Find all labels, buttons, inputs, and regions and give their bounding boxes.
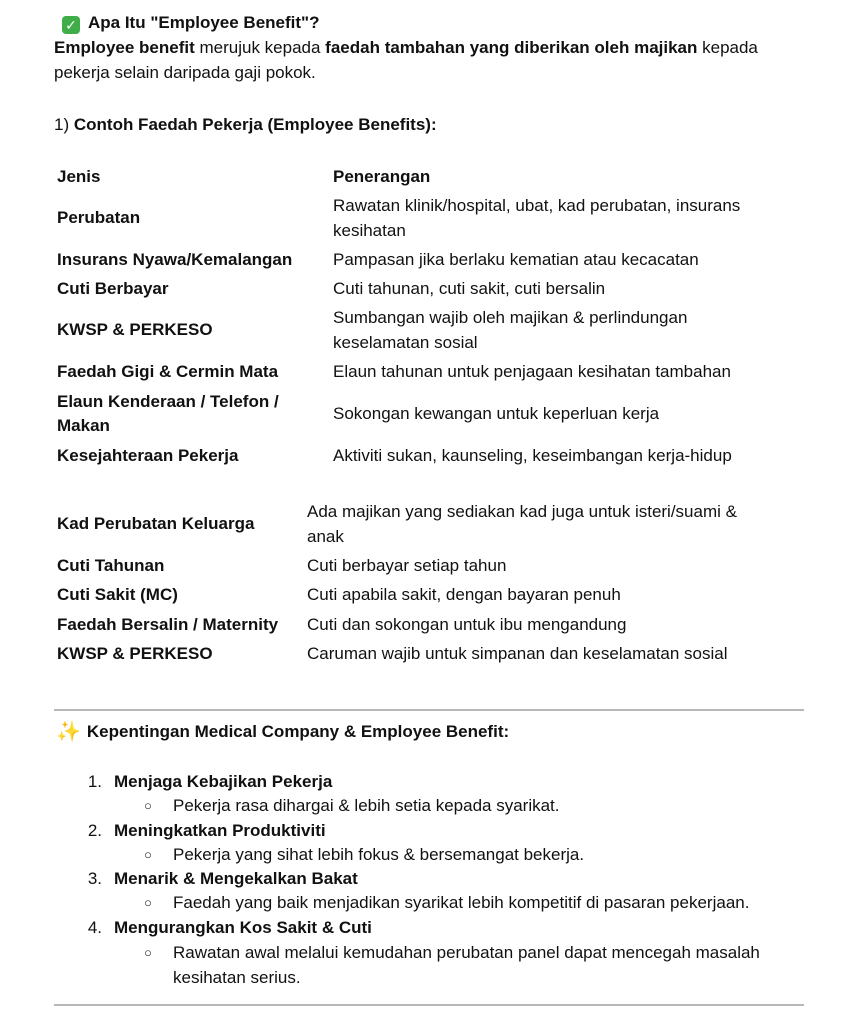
intro-term: Employee benefit xyxy=(54,38,195,57)
list-item-detail: Rawatan awal melalui kemudahan perubatan panel dapat mencegah masalah xyxy=(173,943,760,962)
row-desc: Sokongan kewangan untuk keperluan kerja xyxy=(333,404,660,423)
row-type: Perubatan xyxy=(57,208,141,227)
row-desc: Rawatan klinik/hospital, ubat, kad perubatan, insurans xyxy=(333,196,741,215)
row-desc: Caruman wajib untuk simpanan dan keselamatan sosial xyxy=(307,644,728,663)
hollow-circle-bullet-icon: ○ xyxy=(144,895,152,910)
section2-heading xyxy=(56,720,509,744)
row-desc: Cuti apabila sakit, dengan bayaran penuh xyxy=(307,585,621,604)
row-desc: Aktiviti sukan, kaunseling, keseimbangan kerja-hidup xyxy=(333,446,732,465)
row-type-cont: Makan xyxy=(57,416,110,435)
intro-line-2: pekerja selain daripada gaji pokok. xyxy=(54,63,316,82)
hollow-circle-bullet-icon: ○ xyxy=(144,945,152,960)
sparkles-icon: ✨ xyxy=(56,721,81,743)
list-number: 1. xyxy=(87,772,102,791)
hollow-circle-bullet-icon: ○ xyxy=(144,847,152,862)
section1-heading xyxy=(54,113,437,137)
row-type: Insurans Nyawa/Kemalangan xyxy=(57,250,293,269)
row-desc: Pampasan jika berlaku kematian atau kecacatan xyxy=(333,250,699,269)
intro-text-b: kepada xyxy=(697,38,758,57)
list-item-title: Menarik & Mengekalkan Bakat xyxy=(114,869,358,888)
row-desc: Cuti berbayar setiap tahun xyxy=(307,556,507,575)
row-type: Kesejahteraan Pekerja xyxy=(57,446,239,465)
intro-heading: Apa Itu "Employee Benefit"? xyxy=(88,13,320,32)
row-desc: Ada majikan yang sediakan kad juga untuk isteri/suami & xyxy=(307,502,737,521)
divider xyxy=(54,709,804,711)
list-item-detail: Pekerja yang sihat lebih fokus & bersemangat bekerja. xyxy=(173,845,585,864)
list-item-detail: Faedah yang baik menjadikan syarikat lebih kompetitif di pasaran pekerjaan. xyxy=(173,893,750,912)
list-number: 3. xyxy=(87,869,102,888)
row-type: Faedah Gigi & Cermin Mata xyxy=(57,362,279,381)
row-type: KWSP & PERKESO xyxy=(57,320,213,339)
row-type: Cuti Berbayar xyxy=(57,279,169,298)
list-item-detail: Pekerja rasa dihargai & lebih setia kepada syarikat. xyxy=(173,796,560,815)
check-mark-icon: ✓ xyxy=(62,16,80,34)
divider xyxy=(54,1004,804,1006)
table-header-jenis: Jenis xyxy=(57,167,101,186)
list-item-title: Menjaga Kebajikan Pekerja xyxy=(114,772,333,791)
list-item-title: Mengurangkan Kos Sakit & Cuti xyxy=(114,918,372,937)
section1-number: 1) xyxy=(54,115,70,134)
row-desc: Elaun tahunan untuk penjagaan kesihatan tambahan xyxy=(333,362,731,381)
row-type: Faedah Bersalin / Maternity xyxy=(57,615,279,634)
list-number: 4. xyxy=(87,918,102,937)
row-desc-cont: anak xyxy=(307,527,344,546)
intro-heading-row xyxy=(62,11,319,35)
row-type: Elaun Kenderaan / Telefon / xyxy=(57,392,279,411)
list-number: 2. xyxy=(87,821,102,840)
list-item-title: Meningkatkan Produktiviti xyxy=(114,821,326,840)
row-type: KWSP & PERKESO xyxy=(57,644,213,663)
section1-title: Contoh Faedah Pekerja (Employee Benefits): xyxy=(73,115,437,134)
table-header-penerangan: Penerangan xyxy=(333,167,431,186)
row-desc-cont: kesihatan xyxy=(333,221,406,240)
row-desc-cont: keselamatan sosial xyxy=(333,333,478,352)
row-desc: Cuti dan sokongan untuk ibu mengandung xyxy=(307,615,627,634)
hollow-circle-bullet-icon: ○ xyxy=(144,798,152,813)
list-item-detail-cont: kesihatan serius. xyxy=(173,968,301,987)
row-desc: Sumbangan wajib oleh majikan & perlindungan xyxy=(333,308,688,327)
row-type: Kad Perubatan Keluarga xyxy=(57,514,255,533)
row-desc: Cuti tahunan, cuti sakit, cuti bersalin xyxy=(333,279,606,298)
intro-text-a: merujuk kepada xyxy=(194,38,326,57)
intro-emphasis: faedah tambahan yang diberikan oleh majikan xyxy=(325,38,698,57)
section2-title: Kepentingan Medical Company & Employee Benefit: xyxy=(86,722,510,741)
row-type: Cuti Tahunan xyxy=(57,556,165,575)
row-type: Cuti Sakit (MC) xyxy=(57,585,178,604)
intro-line-1 xyxy=(54,36,758,60)
